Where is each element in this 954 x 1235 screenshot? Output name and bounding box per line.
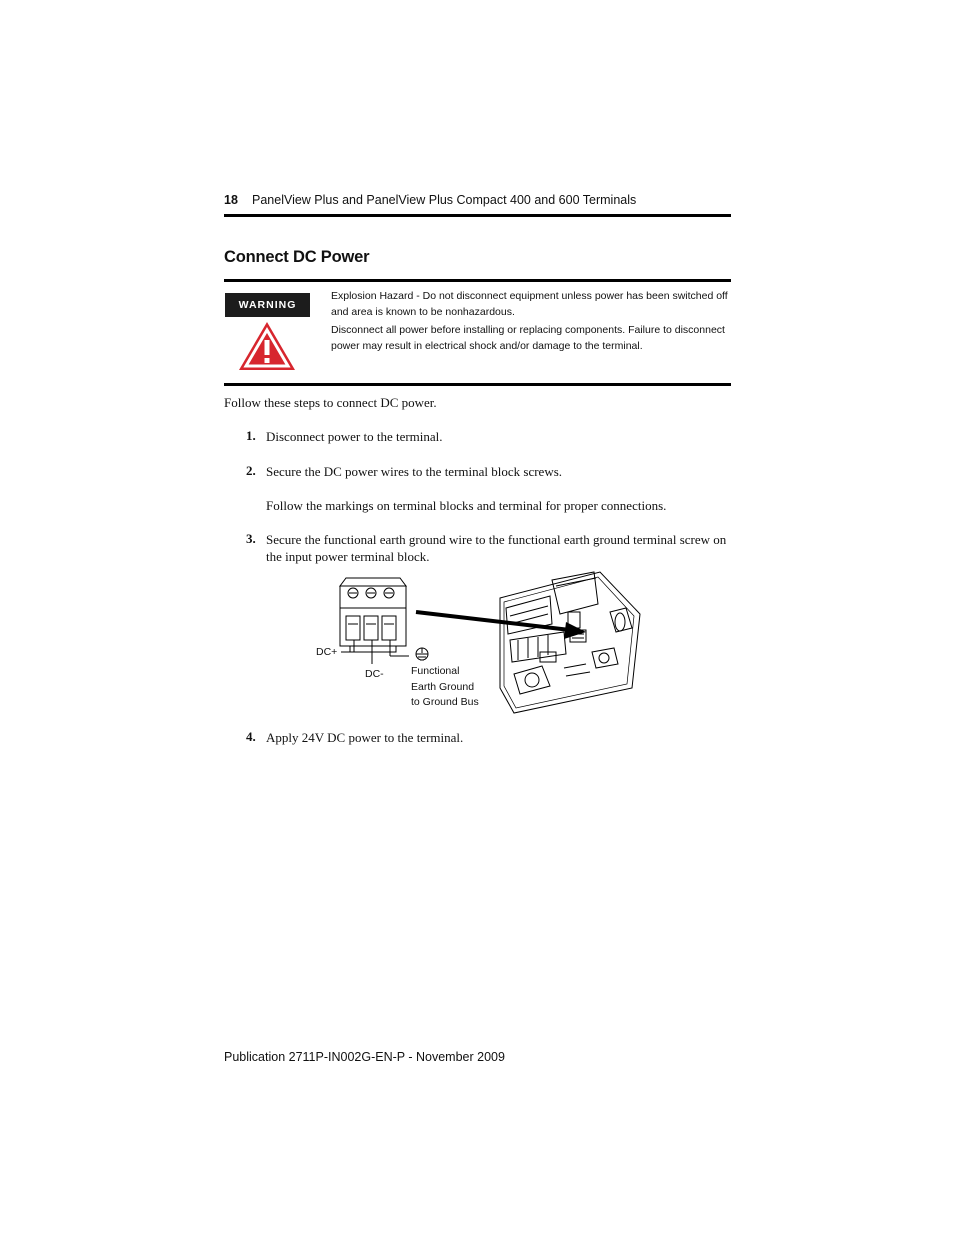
warning-rule-bottom: [224, 383, 731, 386]
running-header-title: PanelView Plus and PanelView Plus Compact 400 and 600 Terminals: [252, 193, 637, 207]
label-ground: [411, 664, 479, 711]
terminal-block-illustration: [314, 568, 644, 718]
step-1-number: 1.: [246, 428, 256, 443]
terminal-block-figure: [314, 568, 644, 718]
step-3-text: Secure the functional earth ground wire to the functional earth ground terminal screw on the input power terminal block.: [266, 532, 727, 564]
step-4-number: 4.: [246, 729, 256, 744]
step-4-text: Apply 24V DC power to the terminal.: [266, 730, 464, 745]
warning-badge: WARNING: [225, 293, 310, 317]
page-number: 18: [224, 193, 238, 207]
step-2-number: 2.: [246, 463, 256, 478]
step-3-number: 3.: [246, 531, 256, 546]
warning-paragraph-1: Explosion Hazard - Do not disconnect equipment unless power has been switched off and area is known to be nonhazardous.: [331, 290, 728, 318]
label-ground-line-3: to Ground Bus: [411, 696, 479, 708]
step-2-note: Follow the markings on terminal blocks and terminal for proper connections.: [266, 498, 667, 513]
warning-rule-top: [224, 279, 731, 282]
label-dc-plus: DC+: [316, 646, 338, 658]
section-title: Connect DC Power: [224, 248, 370, 266]
step-1-text: Disconnect power to the terminal.: [266, 429, 443, 444]
warning-paragraph-2: Disconnect all power before installing or replacing components. Failure to disconnect power may result in electrical shock and/or damage to the terminal.: [331, 324, 725, 352]
header-rule: [224, 214, 731, 217]
label-ground-line-1: Functional: [411, 665, 460, 677]
label-ground-line-2: Earth Ground: [411, 680, 475, 693]
step-2-text: Secure the DC power wires to the terminal block screws.: [266, 464, 563, 479]
label-dc-minus: DC-: [365, 668, 384, 680]
publication-footer: Publication 2711P-IN002G-EN-P - November 2009: [224, 1050, 505, 1064]
intro-text: Follow these steps to connect DC power.: [224, 395, 437, 410]
warning-triangle-icon: [237, 320, 297, 372]
